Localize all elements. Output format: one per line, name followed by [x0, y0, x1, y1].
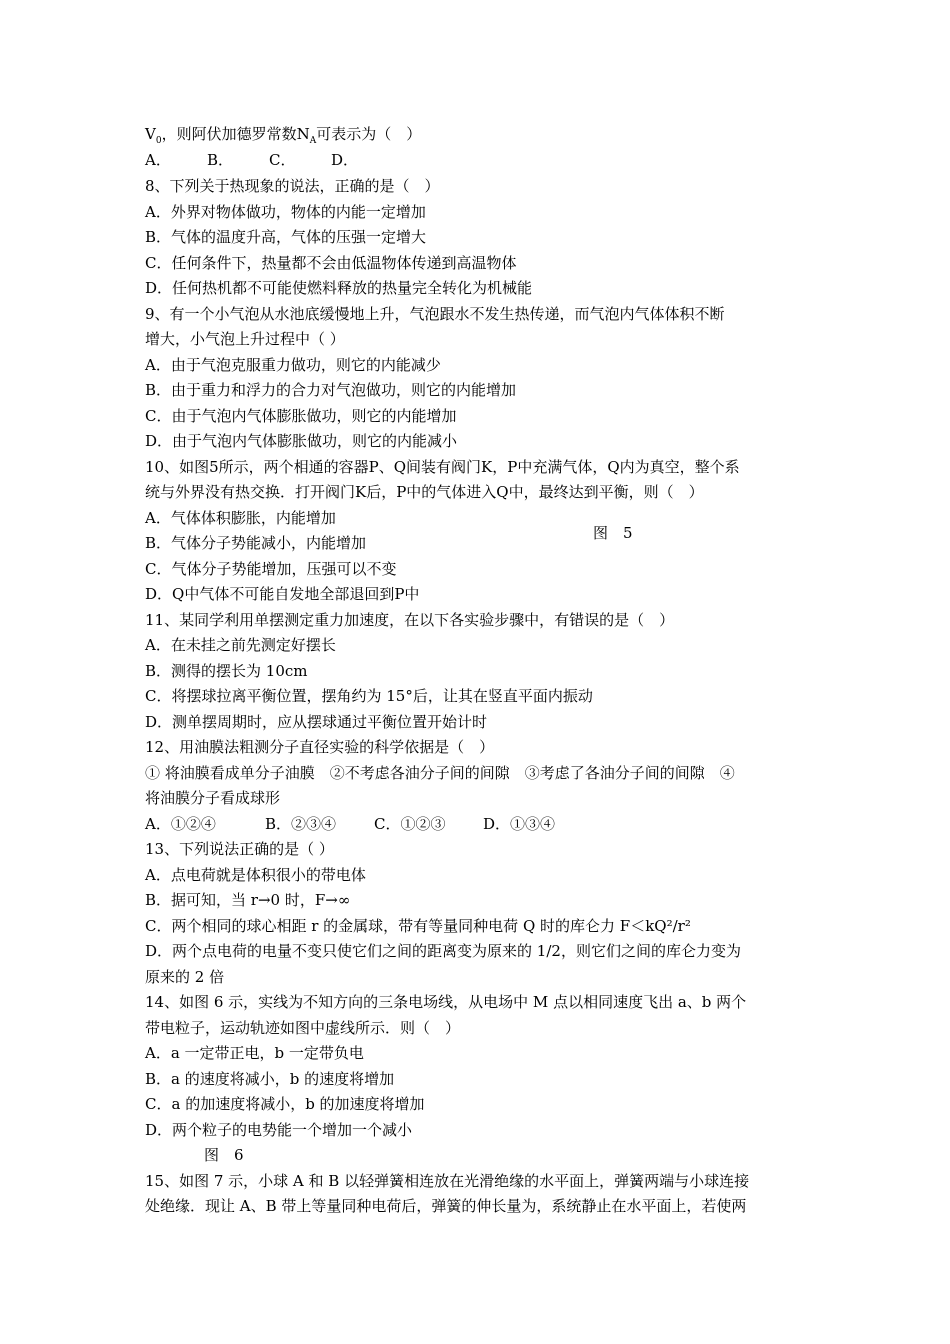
q7-continuation: $V_0$，则阿伏加德罗常数$N_A$可表示为（ ）	[145, 125, 422, 146]
q7-option-c: C．	[269, 151, 296, 169]
q12-stem: 12、用油膜法粗测分子直径实验的科学依据是（ ）	[145, 738, 495, 756]
q10-option-d: D．Q中气体不可能自发地全部退回到P中	[145, 585, 420, 603]
q11-option-b: B．测得的摆长为 10cm	[145, 662, 308, 680]
q8-option-a: A．外界对物体做功，物体的内能一定增加	[145, 203, 426, 221]
figure-5-caption: 图 5	[593, 524, 633, 542]
q13-stem: 13、下列说法正确的是（ ）	[145, 840, 334, 858]
q13-option-d-line2: 原来的 2 倍	[145, 968, 225, 986]
q14-stem-line1: 14、如图 6 示，实线为不知方向的三条电场线，从电场中 M 点以相同速度飞出 a、b 两个	[145, 993, 747, 1011]
q7-text-tail: 可表示为（ ）	[316, 125, 422, 143]
q14-stem-line2: 带电粒子，运动轨迹如图中虚线所示．则（ ）	[145, 1019, 461, 1037]
q7-option-d: D．	[331, 151, 359, 169]
q7-text: ，则阿伏加德罗常数	[161, 125, 297, 143]
q13-option-a: A．点电荷就是体积很小的带电体	[145, 866, 366, 884]
q13-option-d-line1: D．两个点电荷的电量不变只使它们之间的距离变为原来的 1/2，则它们之间的库仑力变为	[145, 942, 741, 960]
figure-6-caption: 图 6	[204, 1146, 244, 1164]
q8-option-c: C．任何条件下，热量都不会由低温物体传递到高温物体	[145, 254, 517, 272]
q9-option-d: D．由于气泡内气体膨胀做功，则它的内能减小	[145, 432, 458, 450]
q12-options	[145, 814, 810, 834]
q14-option-b: B．a 的速度将减小，b 的速度将增加	[145, 1070, 395, 1088]
q14-option-d: D．两个粒子的电势能一个增加一个减小	[145, 1121, 413, 1139]
q10-stem-line2: 统与外界没有热交换．打开阀门K后，P中的气体进入Q中，最终达到平衡，则（ ）	[145, 483, 704, 501]
q11-option-d: D．测单摆周期时，应从摆球通过平衡位置开始计时	[145, 713, 488, 731]
q10-stem-line1: 10、如图5所示，两个相通的容器P、Q间装有阀门K，P中充满气体，Q内为真空，整个系	[145, 458, 740, 476]
q12-statements-line2: 将油膜分子看成球形	[145, 789, 281, 807]
q10-option-a: A．气体体积膨胀，内能增加	[145, 509, 336, 527]
q8-option-b: B．气体的温度升高，气体的压强一定增大	[145, 228, 427, 246]
q11-stem: 11、某同学利用单摆测定重力加速度，在以下各实验步骤中，有错误的是（ ）	[145, 611, 675, 629]
q14-option-c: C．a 的加速度将减小，b 的加速度将增加	[145, 1095, 425, 1113]
q7-option-a: A．	[145, 151, 171, 169]
q10-option-c: C．气体分子势能增加，压强可以不变	[145, 560, 397, 578]
q12-option-b: B．②③④	[265, 815, 337, 833]
q15-stem-line2: 处绝缘．现让 A、B 带上等量同种电荷后，弹簧的伸长量为，系统静止在水平面上，若使两	[145, 1197, 747, 1215]
q13-option-b: B．据可知，当 r→0 时，F→∞	[145, 891, 351, 909]
q11-option-c: C．将摆球拉离平衡位置，摆角约为 15°后，让其在竖直平面内振动	[145, 687, 593, 705]
q12-option-a: A．①②④	[145, 815, 216, 833]
q7-option-b: B．	[207, 151, 234, 169]
q9-option-c: C．由于气泡内气体膨胀做功，则它的内能增加	[145, 407, 457, 425]
q12-option-d: D．①③④	[483, 815, 556, 833]
q14-option-a: A．a 一定带正电，b 一定带负电	[145, 1044, 364, 1062]
q8-stem: 8、下列关于热现象的说法，正确的是（ ）	[145, 177, 440, 195]
q9-stem-line2: 增大，小气泡上升过程中（ ）	[145, 330, 345, 348]
q9-stem-line1: 9、有一个小气泡从水池底缓慢地上升，气泡跟水不发生热传递，而气泡内气体体积不断	[145, 305, 725, 323]
q12-statements-line1: ① 将油膜看成单分子油膜 ②不考虑各油分子间的间隙 ③考虑了各油分子间的间隙 ④	[145, 764, 735, 782]
q13-option-c: C．两个相同的球心相距 r 的金属球，带有等量同种电荷 Q 时的库仑力 F＜kQ²/r²	[145, 917, 691, 935]
q8-option-d: D．任何热机都不可能使燃料释放的热量完全转化为机械能	[145, 279, 533, 297]
q7-options	[145, 150, 810, 170]
q11-option-a: A．在未挂之前先测定好摆长	[145, 636, 336, 654]
q15-stem-line1: 15、如图 7 示，小球 A 和 B 以轻弹簧相连放在光滑绝缘的水平面上，弹簧两端与小球连接	[145, 1172, 750, 1190]
q9-option-b: B．由于重力和浮力的合力对气泡做功，则它的内能增加	[145, 381, 517, 399]
q10-option-b: B．气体分子势能减小，内能增加	[145, 534, 367, 552]
q9-option-a: A．由于气泡克服重力做功，则它的内能减少	[145, 356, 441, 374]
q12-option-c: C．①②③	[374, 815, 446, 833]
